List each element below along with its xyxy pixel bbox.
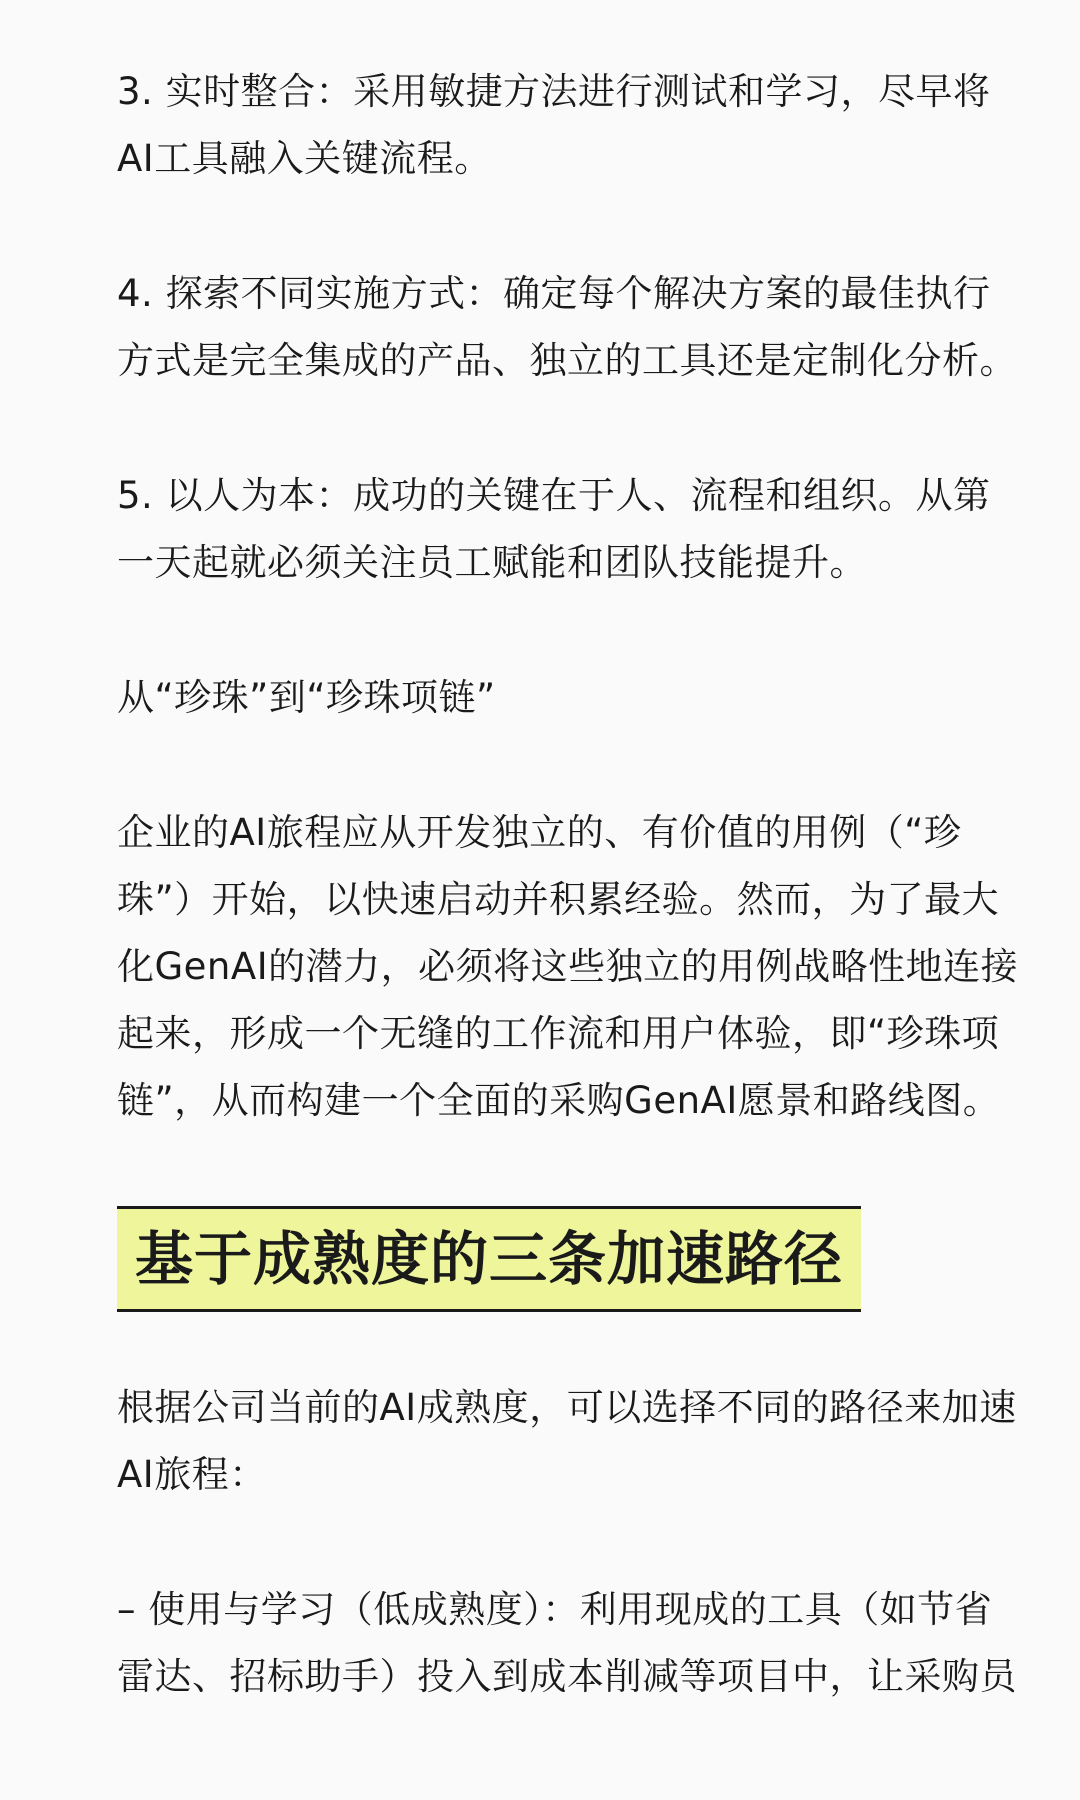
list-item-people-first: 5. 以人为本：成功的关键在于人、流程和组织。从第一天起就必须关注员工赋能和团队技能提升。 — [117, 474, 991, 584]
list-item-implementation-modes: 4. 探索不同实施方式：确定每个解决方案的最佳执行方式是完全集成的产品、独立的工具还是定制化分析。 — [117, 272, 1017, 382]
section-heading: 基于成熟度的三条加速路径 — [117, 1206, 861, 1312]
pearl-subheading: 从“珍珠”到“珍珠项链” — [117, 676, 496, 719]
path-low-maturity: – 使用与学习（低成熟度）：利用现成的工具（如节省雷达、招标助手）投入到成本削减等项目中，让采购员 — [117, 1588, 1017, 1698]
maturity-intro-paragraph: 根据公司当前的AI成熟度，可以选择不同的路径来加速AI旅程： — [117, 1386, 1017, 1496]
list-item-real-time-integration: 3. 实时整合：采用敏捷方法进行测试和学习，尽早将AI工具融入关键流程。 — [117, 70, 991, 180]
pearl-necklace-paragraph: 企业的AI旅程应从开发独立的、有价值的用例（“珍珠”）开始，以快速启动并积累经验。然而，为了最大化GenAI的潜力，必须将这些独立的用例战略性地连接起来，形成一个无缝的工作流和用户体验，即“珍珠项链”，从而构建一个全面的采购GenAI愿景和路线图。 — [117, 811, 1019, 1122]
